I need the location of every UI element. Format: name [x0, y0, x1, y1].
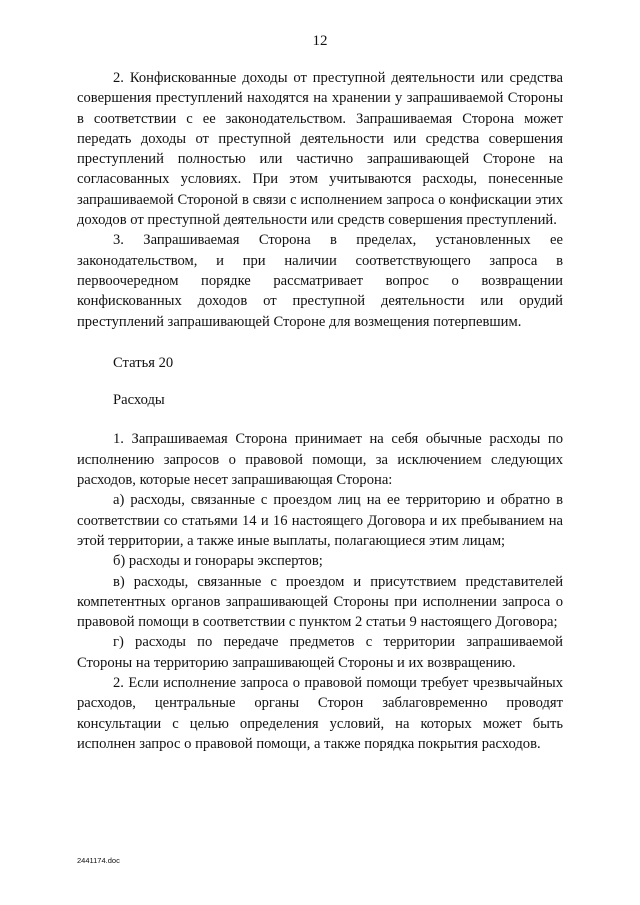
- paragraph-item: в) расходы, связанные с проездом и присутствием представителей компетентных органов запрашивающей Стороны при исполнении запроса о правовой помощи в соответствии с пунктом 2 статьи 9 настоящего Договора;: [77, 573, 563, 631]
- paragraph-item: г) расходы по передаче предметов с территории запрашиваемой Стороны на территорию запрашивающей Стороны и их возвращению.: [77, 634, 563, 671]
- paragraph-item: 3. Запрашиваемая Сторона в пределах, установленных ее законодательством, и при наличии соответствующего запроса в первоочередном порядке рассматривает вопрос о возвращении конфискованных доходов от преступной деятельности или орудий преступлений запрашивающей Стороне для возмещения потерпевшим.: [77, 232, 563, 330]
- document-footer: 2441174.doc: [77, 856, 120, 865]
- paragraph-item: 2. Конфискованные доходы от преступной деятельности или средства совершения преступлений находятся на хранении у запрашиваемой Стороны в соответствии с ее законодательством. Запрашиваемая Сторона может передать доходы от преступной деятельности или средства совершения преступлений полностью или частично запрашивающей Стороне на согласованных условиях. При этом учитываются расходы, понесенные запрашиваемой Стороной в связи с исполнением запроса о конфискации этих доходов от преступной деятельности или средств совершения преступлений.: [77, 70, 563, 229]
- page-number: 12: [312, 33, 328, 49]
- article-number: Статья 20: [113, 354, 174, 371]
- document-body: [77, 68, 563, 754]
- article-title: Расходы: [113, 392, 165, 409]
- paragraph-item: б) расходы и гонорары экспертов;: [113, 553, 323, 570]
- paragraph-item: а) расходы, связанные с проездом лиц на ее территорию и обратно в соответствии со статьями 14 и 16 настоящего Договора и их пребыванием на этой территории, а также иные выплаты, полагающиеся этим лицам;: [77, 492, 563, 549]
- paragraph-item: 2. Если исполнение запроса о правовой помощи требует чрезвычайных расходов, центральные органы Сторон заблаговременно проводят консультации с целью определения условий, на которых может быть исполнен запрос о правовой помощи, а также порядка покрытия расходов.: [77, 675, 563, 752]
- paragraph-item: 1. Запрашиваемая Сторона принимает на себя обычные расходы по исполнению запросов о правовой помощи, за исключением следующих расходов, которые несет запрашивающая Сторона:: [77, 431, 563, 489]
